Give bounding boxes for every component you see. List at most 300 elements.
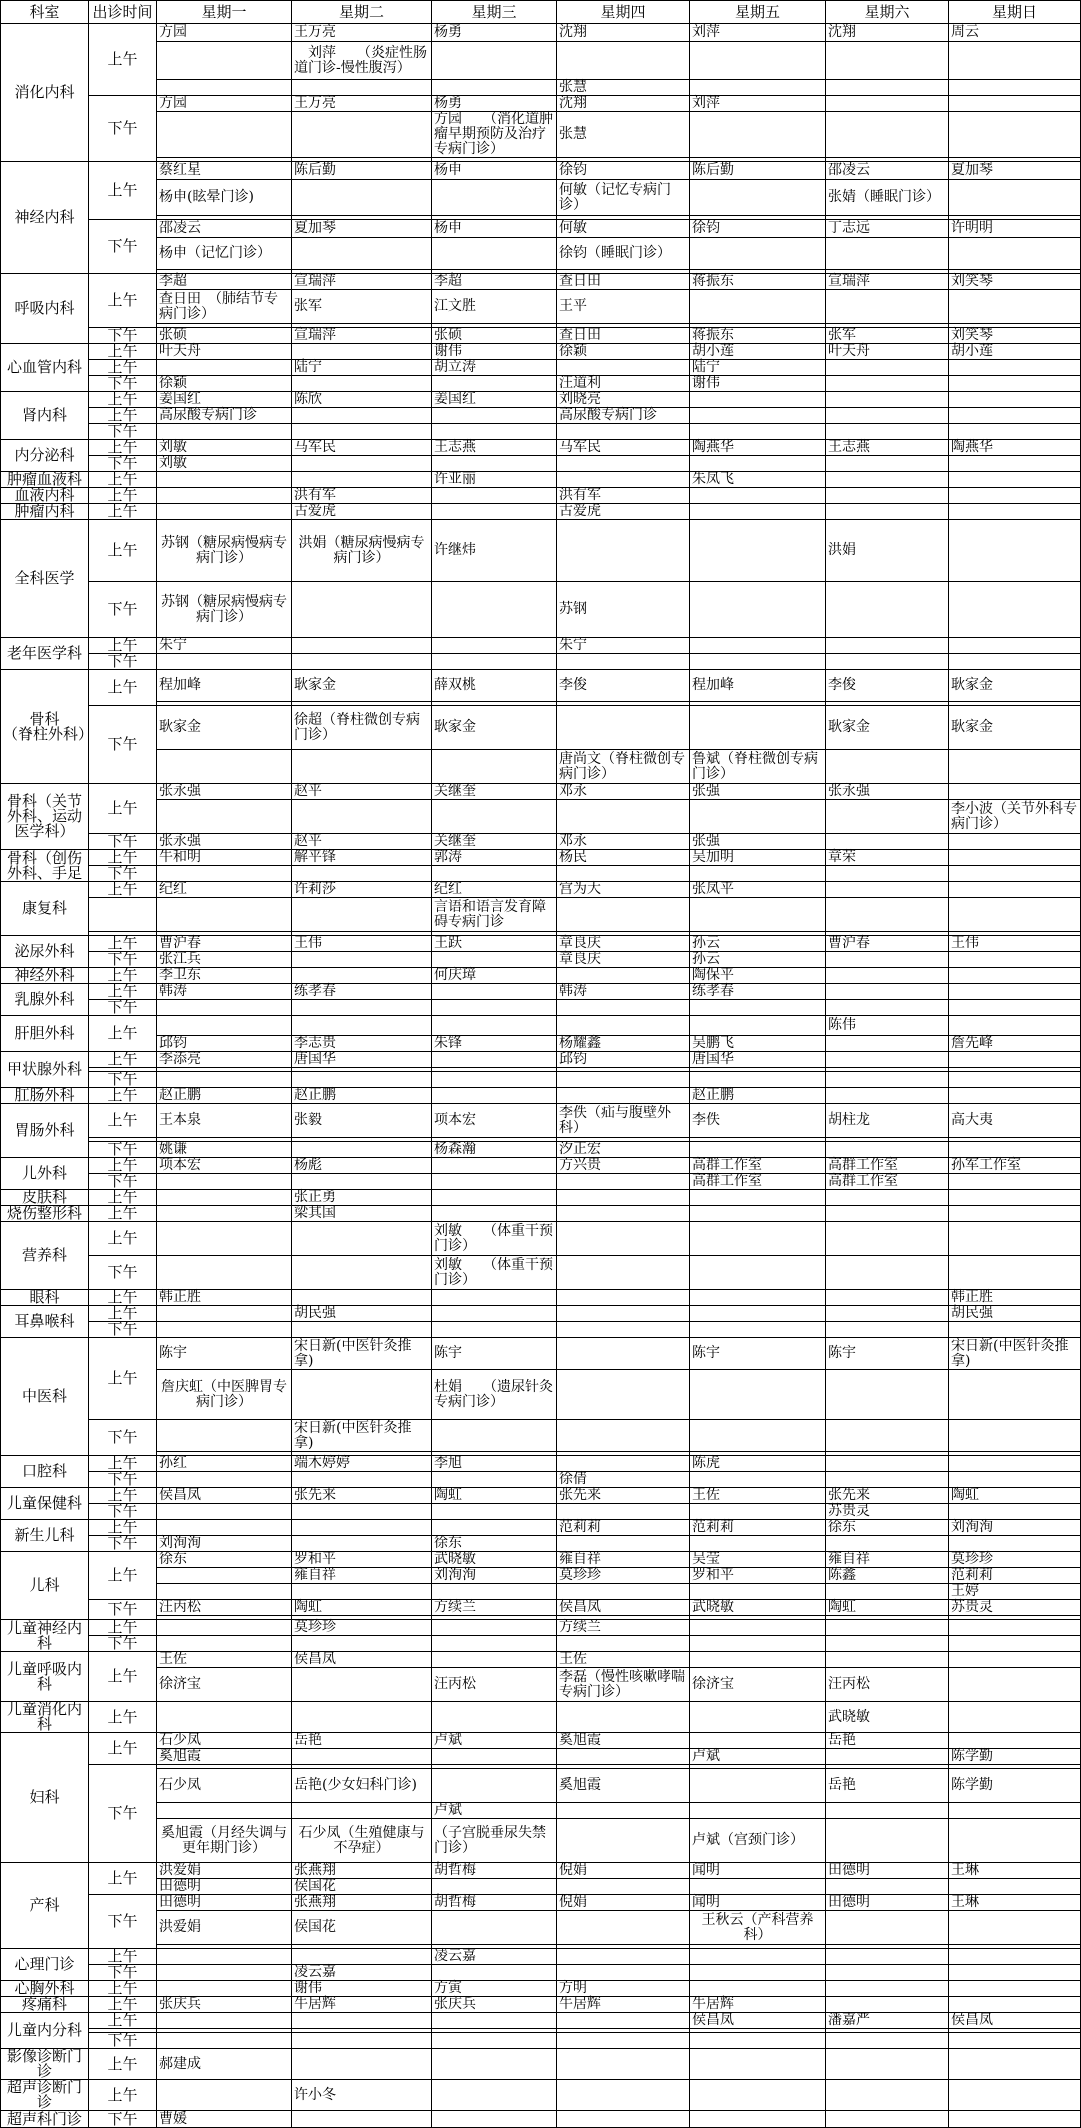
doctor-cell: 张军 xyxy=(826,328,949,344)
doctor-cell: 李添亮 xyxy=(157,1052,292,1068)
doctor-cell xyxy=(157,750,292,784)
session-cell: 上午 xyxy=(89,850,157,866)
doctor-cell: 马军民 xyxy=(292,440,432,456)
doctor-cell xyxy=(690,1206,826,1222)
doctor-cell xyxy=(557,1949,690,1965)
doctor-cell: 范莉莉 xyxy=(557,1520,690,1536)
doctor-cell xyxy=(949,984,1081,1000)
doctor-cell: 武晓敏 xyxy=(690,1600,826,1616)
doctor-cell: 古爱虎 xyxy=(557,504,690,520)
doctor-cell xyxy=(292,750,432,784)
doctor-cell xyxy=(292,1142,432,1158)
doctor-cell: 陶保平 xyxy=(690,968,826,984)
doctor-cell xyxy=(949,2049,1081,2080)
department-cell: 疼痛科 xyxy=(1,1997,89,2013)
doctor-cell: 胡小莲 xyxy=(690,344,826,360)
doctor-cell xyxy=(292,1520,432,1536)
doctor-cell xyxy=(557,1206,690,1222)
doctor-cell: 叶天舟 xyxy=(826,344,949,360)
doctor-cell xyxy=(690,456,826,472)
session-cell: 上午 xyxy=(89,1702,157,1733)
doctor-cell: 侯国花 xyxy=(292,1911,432,1945)
doctor-cell xyxy=(690,504,826,520)
doctor-cell xyxy=(949,1620,1081,1636)
doctor-cell: 李超 xyxy=(432,274,557,290)
doctor-cell xyxy=(432,1911,557,1945)
doctor-cell: 刘洵洵 xyxy=(157,1536,292,1552)
doctor-cell xyxy=(432,1306,557,1322)
schedule-row xyxy=(1,1949,1081,1965)
schedule-row xyxy=(1,1052,1081,1068)
doctor-cell: 程加峰 xyxy=(690,670,826,702)
doctor-cell xyxy=(432,2013,557,2029)
doctor-cell xyxy=(949,1456,1081,1472)
doctor-cell: 李旭 xyxy=(432,1456,557,1472)
doctor-cell xyxy=(949,1965,1081,1981)
doctor-cell xyxy=(292,1949,432,1965)
doctor-cell: 许亚丽 xyxy=(432,472,557,488)
department-cell: 泌尿外科 xyxy=(1,936,89,968)
schedule-row xyxy=(1,898,1081,932)
doctor-cell: 凌云嘉 xyxy=(292,1965,432,1981)
doctor-cell xyxy=(949,1142,1081,1158)
schedule-row xyxy=(1,582,1081,638)
doctor-cell: 端木婷婷 xyxy=(292,1456,432,1472)
doctor-cell xyxy=(292,2013,432,2029)
doctor-cell: 郭涛 xyxy=(432,850,557,866)
doctor-cell: 张婧（睡眠门诊） xyxy=(826,180,949,216)
session-cell: 下午 xyxy=(89,96,157,162)
doctor-cell: 耿家金 xyxy=(949,706,1081,750)
doctor-cell: 奚旭霞 xyxy=(557,1733,690,1749)
doctor-cell: 张凤平 xyxy=(690,882,826,898)
header-tue: 星期二 xyxy=(292,1,432,24)
session-cell: 下午 xyxy=(89,1600,157,1620)
doctor-cell: 徐超（脊柱微创专病门诊） xyxy=(292,706,432,750)
doctor-cell: 杨申(眩晕门诊) xyxy=(157,180,292,216)
doctor-cell xyxy=(292,472,432,488)
doctor-cell xyxy=(157,1702,292,1733)
doctor-cell xyxy=(690,1536,826,1552)
doctor-cell xyxy=(432,2080,557,2111)
doctor-cell xyxy=(949,750,1081,784)
doctor-cell xyxy=(157,1000,292,1016)
doctor-cell xyxy=(292,582,432,638)
department-cell: 超声科门诊 xyxy=(1,2111,89,2128)
department-cell: 烧伤整形科 xyxy=(1,1206,89,1222)
doctor-cell: 胡柱龙 xyxy=(826,1104,949,1138)
doctor-cell xyxy=(690,2111,826,2128)
doctor-cell: 程加峰 xyxy=(157,670,292,702)
doctor-cell: 牛和明 xyxy=(157,850,292,866)
doctor-cell: 曹媛 xyxy=(157,2111,292,2128)
doctor-cell: 张燕翔 xyxy=(292,1895,432,1911)
doctor-cell: 夏加琴 xyxy=(949,162,1081,180)
doctor-cell xyxy=(949,1636,1081,1652)
session-cell: 下午 xyxy=(89,1420,157,1456)
doctor-cell xyxy=(292,112,432,158)
doctor-cell xyxy=(557,1911,690,1945)
doctor-cell xyxy=(432,2033,557,2049)
doctor-cell: 陈宇 xyxy=(690,1338,826,1370)
doctor-cell xyxy=(949,1803,1081,1819)
doctor-cell: 许继炜 xyxy=(432,520,557,582)
doctor-cell: 刘晓亮 xyxy=(557,392,690,408)
doctor-cell: 范莉莉 xyxy=(690,1520,826,1536)
schedule-row xyxy=(1,1769,1081,1803)
schedule-row xyxy=(1,800,1081,834)
doctor-cell: 田德明 xyxy=(157,1895,292,1911)
doctor-cell: 王佐 xyxy=(690,1488,826,1504)
doctor-cell: 汪丙松 xyxy=(826,1668,949,1702)
doctor-cell xyxy=(292,2049,432,2080)
doctor-cell: 李志贵 xyxy=(292,1036,432,1052)
session-cell: 上午 xyxy=(89,520,157,582)
doctor-cell xyxy=(292,1636,432,1652)
header-sat: 星期六 xyxy=(826,1,949,24)
doctor-cell: 李俊 xyxy=(826,670,949,702)
doctor-cell xyxy=(432,1879,557,1895)
doctor-cell xyxy=(690,112,826,158)
session-cell: 下午 xyxy=(89,456,157,472)
doctor-cell xyxy=(557,1256,690,1290)
doctor-cell: 石少凤 xyxy=(157,1733,292,1749)
session-cell: 上午 xyxy=(89,1290,157,1306)
doctor-cell: 徐钧（睡眠门诊） xyxy=(557,238,690,270)
doctor-cell: 朱凤飞 xyxy=(690,472,826,488)
doctor-cell xyxy=(826,750,949,784)
doctor-cell: 朱宁 xyxy=(157,638,292,654)
doctor-cell xyxy=(557,706,690,750)
doctor-cell xyxy=(157,1584,292,1600)
doctor-cell: 梁其国 xyxy=(292,1206,432,1222)
doctor-cell xyxy=(949,376,1081,392)
doctor-cell: 方兴贵 xyxy=(557,1158,690,1174)
doctor-cell: 胡立涛 xyxy=(432,360,557,376)
department-cell: 乳腺外科 xyxy=(1,984,89,1016)
doctor-cell xyxy=(557,1456,690,1472)
session-cell: 上午 xyxy=(89,638,157,654)
doctor-cell: 朱宁 xyxy=(557,638,690,654)
doctor-cell: 汪道利 xyxy=(557,376,690,392)
doctor-cell xyxy=(826,1072,949,1088)
doctor-cell xyxy=(557,1420,690,1452)
schedule-row xyxy=(1,24,1081,42)
doctor-cell xyxy=(690,1190,826,1206)
doctor-cell: 闻明 xyxy=(690,1895,826,1911)
doctor-cell xyxy=(157,1504,292,1520)
session-cell: 下午 xyxy=(89,1895,157,1949)
doctor-cell: 刘萍 xyxy=(690,24,826,42)
session-cell: 下午 xyxy=(89,1965,157,1981)
doctor-cell: 张永强 xyxy=(157,834,292,850)
doctor-cell: 谢伟 xyxy=(432,344,557,360)
doctor-cell xyxy=(557,1306,690,1322)
doctor-cell: 洪有军 xyxy=(557,488,690,504)
doctor-cell xyxy=(557,1000,690,1016)
doctor-cell xyxy=(292,180,432,216)
doctor-cell xyxy=(557,1584,690,1600)
schedule-row xyxy=(1,1965,1081,1981)
doctor-cell xyxy=(826,1620,949,1636)
schedule-row xyxy=(1,424,1081,440)
doctor-cell xyxy=(292,898,432,932)
doctor-cell xyxy=(949,1052,1081,1068)
schedule-row xyxy=(1,1256,1081,1290)
doctor-cell xyxy=(826,1290,949,1306)
department-cell: 营养科 xyxy=(1,1222,89,1290)
schedule-row xyxy=(1,2111,1081,2128)
doctor-cell: 韩正胜 xyxy=(157,1290,292,1306)
doctor-cell: 杜娟 （遗尿针灸专病门诊） xyxy=(432,1370,557,1420)
doctor-cell xyxy=(292,456,432,472)
doctor-cell xyxy=(690,1072,826,1088)
doctor-cell xyxy=(949,112,1081,158)
doctor-cell: 许小冬 xyxy=(292,2080,432,2111)
doctor-cell: 徐济宝 xyxy=(690,1668,826,1702)
doctor-cell: 邓永 xyxy=(557,784,690,800)
doctor-cell: 徐东 xyxy=(432,1536,557,1552)
doctor-cell xyxy=(949,1472,1081,1488)
doctor-cell xyxy=(690,1702,826,1733)
doctor-cell xyxy=(157,472,292,488)
doctor-cell: 牛居辉 xyxy=(292,1997,432,2013)
session-cell: 下午 xyxy=(89,1072,157,1088)
doctor-cell xyxy=(826,1819,949,1863)
department-cell: 眼科 xyxy=(1,1290,89,1306)
doctor-cell xyxy=(432,2049,557,2080)
doctor-cell: 王秋云（产科营养科） xyxy=(690,1911,826,1945)
doctor-cell: 马军民 xyxy=(557,440,690,456)
schedule-row xyxy=(1,392,1081,408)
doctor-cell: 陈宇 xyxy=(826,1338,949,1370)
doctor-cell xyxy=(690,392,826,408)
header-row xyxy=(1,1,1081,24)
doctor-cell xyxy=(690,1803,826,1819)
schedule-row xyxy=(1,1819,1081,1863)
department-cell: 儿童神经内科 xyxy=(1,1620,89,1652)
doctor-cell xyxy=(157,504,292,520)
doctor-cell: 曹沪春 xyxy=(826,936,949,952)
doctor-cell: 项本宏 xyxy=(157,1158,292,1174)
doctor-cell: 蒋振东 xyxy=(690,328,826,344)
schedule-row xyxy=(1,238,1081,270)
doctor-cell: 徐东 xyxy=(826,1520,949,1536)
doctor-cell: 雍自祥 xyxy=(292,1568,432,1584)
schedule-row xyxy=(1,456,1081,472)
doctor-cell: 练孝春 xyxy=(690,984,826,1000)
department-cell: 妇科 xyxy=(1,1733,89,1863)
session-cell: 上午 xyxy=(89,24,157,96)
doctor-cell: 练孝春 xyxy=(292,984,432,1000)
schedule-row xyxy=(1,2080,1081,2111)
session-cell: 下午 xyxy=(89,952,157,968)
doctor-cell xyxy=(690,1652,826,1668)
doctor-cell xyxy=(557,2013,690,2029)
session-cell: 下午 xyxy=(89,424,157,440)
doctor-cell xyxy=(557,360,690,376)
schedule-row xyxy=(1,638,1081,654)
doctor-cell xyxy=(949,898,1081,932)
schedule-row xyxy=(1,96,1081,112)
doctor-cell: 倪娟 xyxy=(557,1895,690,1911)
doctor-cell: 苏贵灵 xyxy=(949,1600,1081,1616)
doctor-cell: 宣瑞萍 xyxy=(292,328,432,344)
doctor-cell xyxy=(157,654,292,670)
doctor-cell xyxy=(292,866,432,882)
doctor-cell: 李超 xyxy=(157,274,292,290)
doctor-cell xyxy=(432,42,557,80)
doctor-cell xyxy=(432,1504,557,1520)
doctor-cell: 方园 （消化道肿瘤早期预防及治疗专病门诊） xyxy=(432,112,557,158)
schedule-row xyxy=(1,1206,1081,1222)
schedule-row xyxy=(1,1322,1081,1338)
doctor-cell: 李佚 xyxy=(690,1104,826,1138)
doctor-cell xyxy=(292,344,432,360)
department-cell: 儿童保健科 xyxy=(1,1488,89,1520)
doctor-cell: 张硕 xyxy=(157,328,292,344)
doctor-cell xyxy=(557,1016,690,1036)
doctor-cell xyxy=(826,504,949,520)
doctor-cell: 高群工作室 xyxy=(690,1174,826,1190)
session-cell: 下午 xyxy=(89,328,157,344)
session-cell: 上午 xyxy=(89,1052,157,1068)
doctor-cell xyxy=(432,1636,557,1652)
schedule-row xyxy=(1,1338,1081,1370)
doctor-cell: 陈宇 xyxy=(157,1338,292,1370)
schedule-row xyxy=(1,1668,1081,1702)
doctor-cell xyxy=(157,112,292,158)
header-thu: 星期四 xyxy=(557,1,690,24)
doctor-cell: 罗和平 xyxy=(292,1552,432,1568)
department-cell: 全科医学 xyxy=(1,520,89,638)
schedule-row xyxy=(1,1997,1081,2013)
doctor-cell xyxy=(949,952,1081,968)
session-cell: 上午 xyxy=(89,360,157,376)
session-cell: 上午 xyxy=(89,1104,157,1138)
doctor-cell xyxy=(432,1290,557,1306)
doctor-cell xyxy=(157,1520,292,1536)
session-cell: 上午 xyxy=(89,936,157,952)
department-cell: 影像诊断门诊 xyxy=(1,2049,89,2080)
schedule-row xyxy=(1,706,1081,750)
department-cell: 儿童内分科 xyxy=(1,2013,89,2049)
schedule-row xyxy=(1,520,1081,582)
doctor-cell xyxy=(826,1652,949,1668)
doctor-cell: 江文胜 xyxy=(432,290,557,324)
doctor-cell xyxy=(826,1636,949,1652)
doctor-cell xyxy=(826,2033,949,2049)
doctor-cell xyxy=(690,1636,826,1652)
doctor-cell xyxy=(949,1504,1081,1520)
department-cell: 肛肠外科 xyxy=(1,1088,89,1104)
doctor-cell xyxy=(292,1256,432,1290)
department-cell: 儿科 xyxy=(1,1552,89,1620)
doctor-cell: 陶虹 xyxy=(826,1600,949,1616)
doctor-cell: 王本泉 xyxy=(157,1104,292,1138)
doctor-cell: 岳艳 xyxy=(826,1733,949,1749)
doctor-cell xyxy=(557,1536,690,1552)
schedule-row xyxy=(1,936,1081,952)
doctor-cell: 徐倩 xyxy=(557,1472,690,1488)
session-cell: 下午 xyxy=(89,1536,157,1552)
schedule-row xyxy=(1,376,1081,392)
doctor-cell xyxy=(157,360,292,376)
schedule-row xyxy=(1,1016,1081,1036)
doctor-cell: 石少凤（生殖健康与不孕症） xyxy=(292,1819,432,1863)
doctor-cell xyxy=(949,1702,1081,1733)
doctor-cell xyxy=(826,882,949,898)
session-cell: 上午 xyxy=(89,882,157,898)
header-wed: 星期三 xyxy=(432,1,557,24)
doctor-cell xyxy=(432,1472,557,1488)
doctor-cell xyxy=(826,1206,949,1222)
department-cell: 肿瘤内科 xyxy=(1,504,89,520)
doctor-cell xyxy=(432,582,557,638)
doctor-cell: 胡民强 xyxy=(949,1306,1081,1322)
schedule-row xyxy=(1,1420,1081,1452)
doctor-cell xyxy=(949,408,1081,424)
doctor-cell xyxy=(292,1174,432,1190)
doctor-cell xyxy=(826,898,949,932)
doctor-cell: 陶虹 xyxy=(292,1600,432,1616)
doctor-cell: 陈欣 xyxy=(292,392,432,408)
doctor-cell: 耿家金 xyxy=(826,706,949,750)
doctor-cell xyxy=(949,2080,1081,2111)
doctor-cell: 陆宁 xyxy=(292,360,432,376)
doctor-cell: 何敏（记忆专病门诊） xyxy=(557,180,690,216)
doctor-cell xyxy=(292,1222,432,1256)
doctor-cell xyxy=(557,1174,690,1190)
doctor-cell xyxy=(432,1620,557,1636)
doctor-cell: 耿家金 xyxy=(157,706,292,750)
session-cell: 上午 xyxy=(89,440,157,456)
doctor-cell xyxy=(949,1174,1081,1190)
doctor-cell xyxy=(157,42,292,80)
doctor-cell xyxy=(826,42,949,80)
schedule-row xyxy=(1,274,1081,290)
doctor-cell xyxy=(292,80,432,96)
doctor-cell xyxy=(157,898,292,932)
schedule-row xyxy=(1,750,1081,784)
doctor-cell: 韩涛 xyxy=(157,984,292,1000)
doctor-cell xyxy=(826,1322,949,1338)
doctor-cell xyxy=(557,1290,690,1306)
doctor-cell: 方续兰 xyxy=(432,1600,557,1616)
doctor-cell: 张先来 xyxy=(826,1488,949,1504)
doctor-cell xyxy=(690,1472,826,1488)
doctor-cell xyxy=(949,472,1081,488)
doctor-cell: 詹先峰 xyxy=(949,1036,1081,1052)
doctor-cell: 张燕翔 xyxy=(292,1863,432,1879)
doctor-cell: 高大夷 xyxy=(949,1104,1081,1138)
doctor-cell: 潘嘉严 xyxy=(826,2013,949,2029)
schedule-row xyxy=(1,1895,1081,1911)
doctor-cell: 陶燕华 xyxy=(690,440,826,456)
schedule-row xyxy=(1,1803,1081,1819)
doctor-cell: 宋日新(中医针灸推拿) xyxy=(949,1338,1081,1370)
doctor-cell xyxy=(557,1322,690,1338)
session-cell: 上午 xyxy=(89,1456,157,1472)
session-cell: 上午 xyxy=(89,1652,157,1702)
doctor-cell xyxy=(826,290,949,324)
doctor-cell: 项本宏 xyxy=(432,1104,557,1138)
session-cell: 上午 xyxy=(89,1997,157,2013)
doctor-cell: 何庆璋 xyxy=(432,968,557,984)
doctor-cell: 岳艳(少女妇科门诊) xyxy=(292,1769,432,1803)
session-cell: 上午 xyxy=(89,968,157,984)
doctor-cell: 莫珍珍 xyxy=(292,1620,432,1636)
